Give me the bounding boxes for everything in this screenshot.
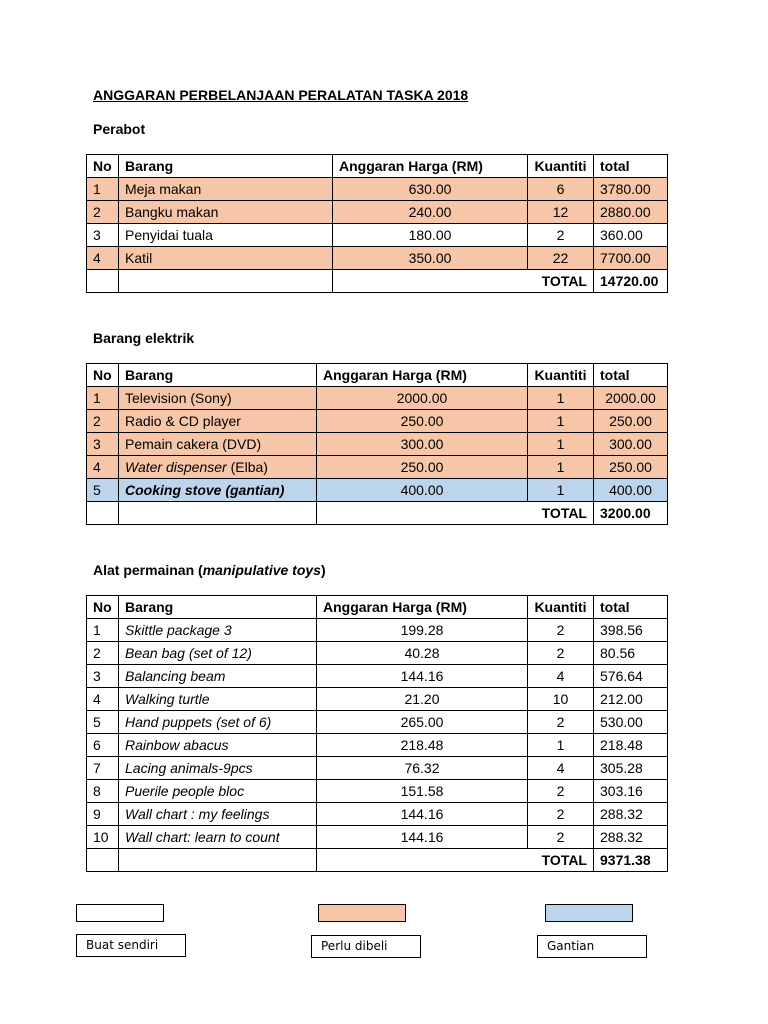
- cell-barang: Wall chart: learn to count: [119, 826, 317, 849]
- cell-no: 5: [87, 711, 119, 734]
- cell-total: 300.00: [594, 433, 668, 456]
- cell-no: 3: [87, 224, 119, 247]
- cell-barang-rest: (Elba): [226, 459, 268, 475]
- cell-no: 7: [87, 757, 119, 780]
- section-heading-permainan: Alat permainan (manipulative toys): [93, 562, 326, 578]
- legend-label-perlu-dibeli: Perlu dibeli: [311, 935, 421, 958]
- legend-label-gantian: Gantian: [537, 935, 647, 958]
- header-harga: Anggaran Harga (RM): [317, 364, 528, 387]
- table-row: [87, 711, 668, 734]
- cell-kuantiti: 10: [528, 688, 594, 711]
- cell-total: 400.00: [594, 479, 668, 502]
- table-row: [87, 387, 668, 410]
- cell-harga: 218.48: [317, 734, 528, 757]
- cell-barang: Walking turtle: [119, 688, 317, 711]
- cell-harga: 40.28: [317, 642, 528, 665]
- cell-total: 530.00: [594, 711, 668, 734]
- table-header-row: [87, 596, 668, 619]
- cell-kuantiti: 2: [528, 780, 594, 803]
- cell-harga: 250.00: [317, 410, 528, 433]
- table-elektrik: [86, 363, 668, 525]
- total-label: TOTAL: [333, 270, 594, 293]
- cell-kuantiti: 2: [528, 642, 594, 665]
- cell-harga: 2000.00: [317, 387, 528, 410]
- cell-barang: Radio & CD player: [119, 410, 317, 433]
- cell-total: 212.00: [594, 688, 668, 711]
- cell-no: 9: [87, 803, 119, 826]
- grand-total: 14720.00: [594, 270, 668, 293]
- header-total: total: [594, 364, 668, 387]
- cell-total: 80.56: [594, 642, 668, 665]
- total-label: TOTAL: [317, 849, 594, 872]
- table-row: [87, 688, 668, 711]
- cell-harga: 21.20: [317, 688, 528, 711]
- cell-barang: Balancing beam: [119, 665, 317, 688]
- table-row: [87, 224, 668, 247]
- cell-total: 305.28: [594, 757, 668, 780]
- cell-kuantiti: 1: [528, 479, 594, 502]
- cell-barang: Skittle package 3: [119, 619, 317, 642]
- cell-barang: Bean bag (set of 12): [119, 642, 317, 665]
- cell-barang: Lacing animals-9pcs: [119, 757, 317, 780]
- table-header-row: [87, 155, 668, 178]
- cell-harga: 350.00: [333, 247, 528, 270]
- cell-total: 250.00: [594, 456, 668, 479]
- cell-kuantiti: 4: [528, 757, 594, 780]
- cell-kuantiti: 1: [528, 410, 594, 433]
- cell-barang: Katil: [119, 247, 333, 270]
- cell-no: 2: [87, 410, 119, 433]
- cell-no: 1: [87, 178, 119, 201]
- cell-barang: [119, 456, 317, 479]
- section-heading-italic: manipulative toys: [202, 562, 321, 578]
- table-perabot: [86, 154, 668, 293]
- cell-harga: 76.32: [317, 757, 528, 780]
- cell-harga: 400.00: [317, 479, 528, 502]
- header-kuantiti: Kuantiti: [528, 364, 594, 387]
- cell-total: 3780.00: [594, 178, 668, 201]
- header-no: No: [87, 364, 119, 387]
- table-row: [87, 456, 668, 479]
- table-row: [87, 803, 668, 826]
- cell-barang: Puerile people bloc: [119, 780, 317, 803]
- table-header-row: [87, 364, 668, 387]
- table-row: [87, 757, 668, 780]
- table-row: [87, 410, 668, 433]
- cell-kuantiti: 2: [528, 711, 594, 734]
- cell-kuantiti: 12: [528, 201, 594, 224]
- cell-total: 288.32: [594, 826, 668, 849]
- cell-barang: Television (Sony): [119, 387, 317, 410]
- header-barang: Barang: [119, 364, 317, 387]
- cell-no: 3: [87, 433, 119, 456]
- cell-no: 5: [87, 479, 119, 502]
- document-title: ANGGARAN PERBELANJAAN PERALATAN TASKA 2018: [93, 87, 469, 103]
- cell-total: 576.64: [594, 665, 668, 688]
- cell-kuantiti: 2: [528, 826, 594, 849]
- cell-no: 4: [87, 247, 119, 270]
- header-total: total: [594, 155, 668, 178]
- header-harga: Anggaran Harga (RM): [317, 596, 528, 619]
- total-row: [87, 270, 668, 293]
- cell-kuantiti: 22: [528, 247, 594, 270]
- cell-no: 10: [87, 826, 119, 849]
- table-row: [87, 201, 668, 224]
- cell-no: 3: [87, 665, 119, 688]
- cell-total: 250.00: [594, 410, 668, 433]
- table-row: [87, 780, 668, 803]
- cell-total: 288.32: [594, 803, 668, 826]
- cell-no: 1: [87, 619, 119, 642]
- cell-total: 360.00: [594, 224, 668, 247]
- table-permainan: [86, 595, 668, 872]
- table-row: [87, 642, 668, 665]
- cell-kuantiti: 1: [528, 456, 594, 479]
- cell-no: 2: [87, 642, 119, 665]
- legend-swatch-perlu-dibeli: [318, 904, 406, 922]
- header-barang: Barang: [119, 596, 317, 619]
- cell-no: 4: [87, 456, 119, 479]
- cell-barang: Wall chart : my feelings: [119, 803, 317, 826]
- total-row: [87, 502, 668, 525]
- cell-barang: Penyidai tuala: [119, 224, 333, 247]
- cell-barang: Pemain cakera (DVD): [119, 433, 317, 456]
- cell-kuantiti: 2: [528, 803, 594, 826]
- cell-harga: 144.16: [317, 803, 528, 826]
- cell-kuantiti: 1: [528, 387, 594, 410]
- table-row: [87, 665, 668, 688]
- header-no: No: [87, 596, 119, 619]
- cell-harga: 630.00: [333, 178, 528, 201]
- cell-harga: 151.58: [317, 780, 528, 803]
- cell-no: 8: [87, 780, 119, 803]
- cell-no: 4: [87, 688, 119, 711]
- table-row: [87, 247, 668, 270]
- cell-total: 398.56: [594, 619, 668, 642]
- table-row: [87, 826, 668, 849]
- cell-total: 2000.00: [594, 387, 668, 410]
- table-row: [87, 619, 668, 642]
- cell-no: 2: [87, 201, 119, 224]
- section-heading-perabot: Perabot: [93, 121, 146, 137]
- table-row: [87, 734, 668, 757]
- header-no: No: [87, 155, 119, 178]
- cell-harga: 144.16: [317, 665, 528, 688]
- cell-no: 1: [87, 387, 119, 410]
- cell-harga: 180.00: [333, 224, 528, 247]
- cell-harga: 240.00: [333, 201, 528, 224]
- header-barang: Barang: [119, 155, 333, 178]
- header-harga: Anggaran Harga (RM): [333, 155, 528, 178]
- cell-kuantiti: 1: [528, 433, 594, 456]
- grand-total: 3200.00: [594, 502, 668, 525]
- cell-barang-italic: Water dispenser: [125, 459, 227, 475]
- cell-harga: 199.28: [317, 619, 528, 642]
- cell-barang: Rainbow abacus: [119, 734, 317, 757]
- table-row: [87, 433, 668, 456]
- grand-total: 9371.38: [594, 849, 668, 872]
- legend-swatch-gantian: [545, 904, 633, 922]
- header-total: total: [594, 596, 668, 619]
- cell-kuantiti: 2: [528, 224, 594, 247]
- section-heading-elektrik: Barang elektrik: [93, 330, 195, 346]
- header-kuantiti: Kuantiti: [528, 596, 594, 619]
- cell-harga: 265.00: [317, 711, 528, 734]
- legend-label-buat-sendiri: Buat sendiri: [76, 934, 186, 957]
- cell-barang: Bangku makan: [119, 201, 333, 224]
- cell-kuantiti: 1: [528, 734, 594, 757]
- cell-barang: Meja makan: [119, 178, 333, 201]
- total-row: [87, 849, 668, 872]
- table-row: [87, 479, 668, 502]
- cell-total: 303.16: [594, 780, 668, 803]
- cell-barang: Hand puppets (set of 6): [119, 711, 317, 734]
- cell-harga: 144.16: [317, 826, 528, 849]
- header-kuantiti: Kuantiti: [528, 155, 594, 178]
- cell-harga: 300.00: [317, 433, 528, 456]
- cell-total: 2880.00: [594, 201, 668, 224]
- table-row: [87, 178, 668, 201]
- legend-swatch-buat-sendiri: [76, 904, 164, 922]
- cell-total: 218.48: [594, 734, 668, 757]
- cell-kuantiti: 6: [528, 178, 594, 201]
- cell-barang: Cooking stove (gantian): [119, 479, 317, 502]
- total-label: TOTAL: [317, 502, 594, 525]
- cell-no: 6: [87, 734, 119, 757]
- cell-harga: 250.00: [317, 456, 528, 479]
- cell-kuantiti: 4: [528, 665, 594, 688]
- cell-total: 7700.00: [594, 247, 668, 270]
- cell-kuantiti: 2: [528, 619, 594, 642]
